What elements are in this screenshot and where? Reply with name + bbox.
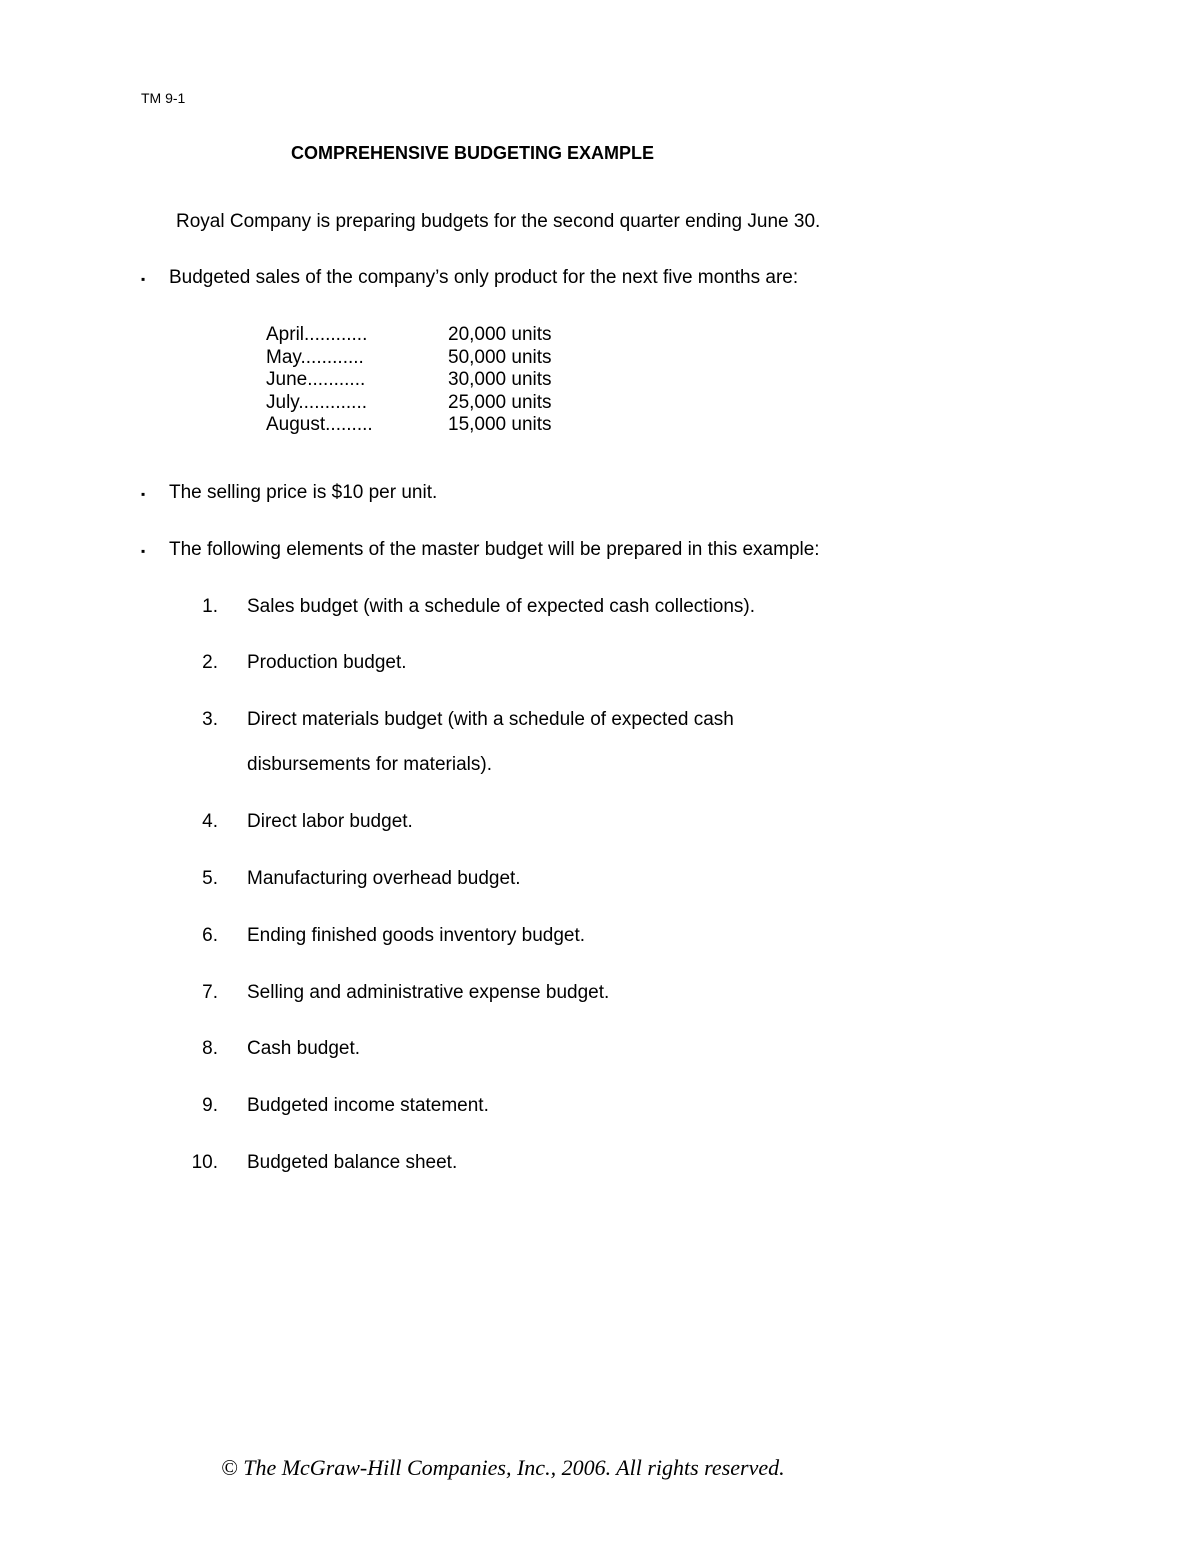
list-item-number: 4. xyxy=(202,811,218,832)
bullet-marker-icon: ▪ xyxy=(141,544,146,558)
list-item-number: 2. xyxy=(202,652,218,673)
list-item-number: 3. xyxy=(202,709,218,730)
list-item-label: Direct labor budget. xyxy=(247,811,413,832)
sales-row xyxy=(266,347,552,370)
list-item-label: Sales budget (with a schedule of expected cash collections). xyxy=(247,596,756,617)
sales-month: July............. xyxy=(266,391,368,413)
list-item-number: 10. xyxy=(191,1152,218,1173)
list-item-label: Production budget. xyxy=(247,652,407,673)
sales-table xyxy=(266,324,552,437)
sales-row xyxy=(266,324,552,347)
sales-row xyxy=(266,369,552,392)
list-item-label: Budgeted balance sheet. xyxy=(247,1152,458,1173)
sales-month: May............ xyxy=(266,346,364,368)
list-item-label: Manufacturing overhead budget. xyxy=(247,868,521,889)
list-item-number: 5. xyxy=(202,868,218,889)
list-item-number: 8. xyxy=(202,1038,218,1059)
bullet-marker-icon: ▪ xyxy=(141,487,146,501)
sales-month: April............ xyxy=(266,324,368,345)
sales-units: 15,000 units xyxy=(448,414,552,436)
sales-month: June........... xyxy=(266,369,366,391)
sales-units: 30,000 units xyxy=(448,369,552,391)
sales-units: 25,000 units xyxy=(448,391,552,413)
sales-units: 20,000 units xyxy=(448,324,552,345)
sales-month: August......... xyxy=(266,414,373,436)
list-item-number: 6. xyxy=(202,925,218,946)
list-item-number: 1. xyxy=(202,596,218,617)
sales-units: 50,000 units xyxy=(448,346,552,368)
bullet-marker-icon: ▪ xyxy=(141,272,146,286)
sales-row xyxy=(266,414,552,437)
bullet-text: The selling price is $10 per unit. xyxy=(169,482,438,503)
sales-row xyxy=(266,392,552,415)
list-item-label: Ending finished goods inventory budget. xyxy=(247,925,586,946)
list-item-label: Selling and administrative expense budget. xyxy=(247,982,610,1003)
bullet-text: The following elements of the master budget will be prepared in this example: xyxy=(169,539,820,560)
copyright-footer: © The McGraw-Hill Companies, Inc., 2006. All rights reserved. xyxy=(221,1455,785,1480)
list-item-label: Budgeted income statement. xyxy=(247,1095,489,1116)
list-item-label: disbursements for materials). xyxy=(247,754,492,775)
list-item-label: Direct materials budget (with a schedule of expected cash xyxy=(247,709,734,730)
intro-paragraph: Royal Company is preparing budgets for the second quarter ending June 30. xyxy=(176,211,821,232)
page-title: COMPREHENSIVE BUDGETING EXAMPLE xyxy=(291,143,655,163)
page-label: TM 9-1 xyxy=(141,90,186,106)
list-item-number: 9. xyxy=(202,1095,218,1116)
bullet-text: Budgeted sales of the company’s only product for the next five months are: xyxy=(169,267,799,288)
list-item-label: Cash budget. xyxy=(247,1038,361,1059)
list-item-number: 7. xyxy=(202,982,218,1003)
